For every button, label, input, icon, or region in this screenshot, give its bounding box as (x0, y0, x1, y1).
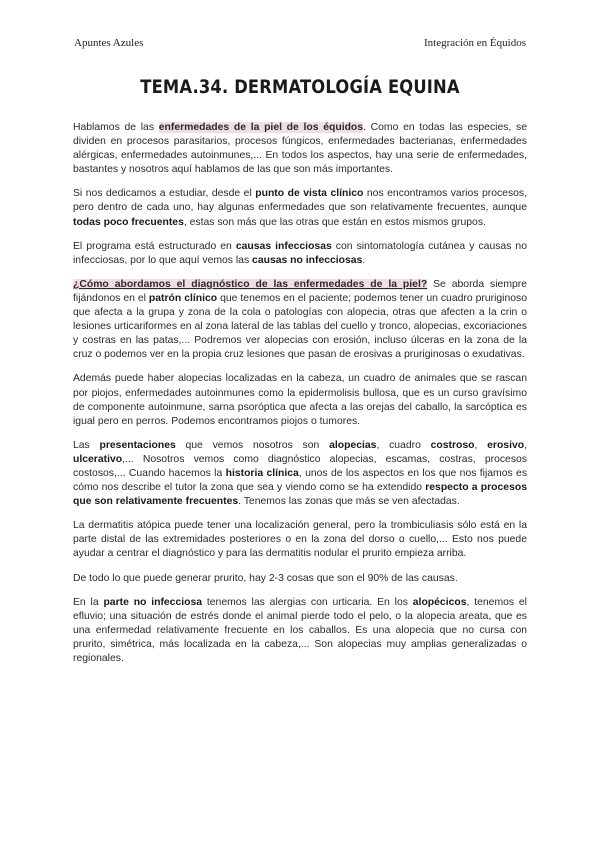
bold-text: parte no infecciosa (103, 596, 203, 608)
text: , (524, 439, 527, 451)
bold-text: alopecias (329, 439, 377, 451)
paragraph-8: De todo lo que puede generar prurito, hay 2-3 cosas que son el 90% de las causas. (73, 572, 458, 584)
text: Se aborda siempre fijándonos en el (73, 278, 527, 304)
highlight: enfermedades de la piel de los équidos (158, 122, 364, 133)
bold-text: costroso (430, 439, 475, 451)
paragraph-9 (73, 596, 527, 666)
paragraph-2 (73, 187, 527, 229)
bold-text: historia clínica (225, 467, 299, 479)
bold-text: respecto a procesos que son relativamente frecuentes (73, 482, 527, 508)
paragraph-7: La dermatitis atópica puede tener una localización general, pero la trombiculiasis sólo está en la parte distal de las extremidades posteriores o en la zona del dorso o cuello,... Esto nos puede ayudar a centrar el diagnóstico y para las dermatitis nodular el prurito empieza arriba. (73, 520, 527, 560)
paragraph-5: Además puede haber alopecias localizadas en la cabeza, un cuadro de animales que se rascan por piojos, enfermedades autoinmunes como la epidermolisis bullosa, que es un curso gravísimo de componente autoinmune, sarna psoróptica que afecta a las orejas del caballo, la sarcóptica es igual pero en perros. Podemos encontramos piojos o tumores. (73, 373, 527, 427)
text: , tenemos el efluvio; una situación de estrés donde el animal pierde todo el pelo, o la alopecia areata, que es una enfermedad relativamente frecuente en los caballos. Es una alopecia que no cursa con prurito, simétrica, más localizada en la cabeza,... Son alopecias muy amplias generalizadas o regionales. (73, 596, 527, 664)
bold-text: ulcerativo (73, 453, 123, 465)
text: Las (73, 439, 100, 451)
paragraph-3 (73, 240, 527, 268)
text: . Tenemos las zonas que más se ven afectadas. (238, 496, 460, 508)
text: En la (73, 596, 104, 608)
paragraph-4 (73, 278, 527, 363)
page-title: TEMA.34. DERMATOLOGÍA EQUINA (140, 76, 460, 98)
bold-text: patrón clínico (148, 292, 218, 304)
text: , (474, 439, 488, 451)
bold-text: todas poco frecuentes (73, 216, 184, 228)
text: , unos de los aspectos en los que nos fijamos es cómo nos describe el tutor la zona que sea y viendo como se ha extendido (73, 467, 528, 494)
text: . Como en todas las especies, se dividen en procesos parasitarios, procesos fúngicos, enfermedades bacterianas, enfermedades alérgicas, enfermedades autoinmunes,... En todos los aspectos, hay una serie de enfermedades, bastantes y nosotros aquí hablamos de las que son más importantes. (73, 122, 527, 176)
text: ,... Nosotros vemos como diagnóstico alopecias, escamas, costras, procesos costosos,... Cuando hacemos la (73, 453, 527, 479)
text: . (362, 254, 366, 266)
text: , estas son más que las otras que están en estos mismos grupos. (183, 216, 486, 228)
bold-text: erosivo (487, 439, 525, 451)
text: , cuadro (376, 439, 431, 451)
paragraph-6 (73, 439, 527, 509)
bold-text: causas no infecciosas (252, 254, 363, 266)
text: que vemos nosotros son (175, 439, 330, 451)
bold-text: punto de vista clínico (255, 188, 364, 200)
text: con sintomatología cutánea y causas no infecciosas, por lo que aquí vemos las (73, 240, 527, 266)
text: El programa está estructurado en (73, 240, 236, 252)
text: nos encontramos varios procesos, pero dentro de cada uno, hay algunas enfermedades que son relativamente frecuentes, aunque (73, 188, 527, 214)
paragraph-1 (73, 121, 527, 177)
text: Si nos dedicamos a estudiar, desde el (73, 188, 256, 200)
header-right: Integración en Équidos (423, 37, 526, 49)
text: que tenemos en el paciente; podemos tener un cuadro pruriginoso que afecta a la grupa y zona de la cola o patologías con alopecia, otras que afecten a la crin o lesiones urticariformes en al zona lateral de las tablas del cuello y tronco, alopecias, excoriaciones y costras en las patas,... Podremos ver alopecias con erosión, incluso úlceras en la zona de la cruz o podemos ver en la propia cruz lesiones que pasan de erosivas a pruriginosas o exudativas. (73, 292, 527, 361)
header-left: Apuntes Azules (74, 37, 144, 49)
bold-text: alopécicos (412, 596, 467, 608)
document-body (73, 121, 527, 676)
text: tenemos las alergias con urticaria. En los (202, 596, 413, 608)
bold-text: causas infecciosas (235, 240, 332, 252)
bold-text: presentaciones (99, 439, 176, 451)
text: Hablamos de las (73, 122, 159, 133)
highlighted-question: ¿Cómo abordamos el diagnóstico de las enfermedades de la piel? (73, 278, 428, 290)
